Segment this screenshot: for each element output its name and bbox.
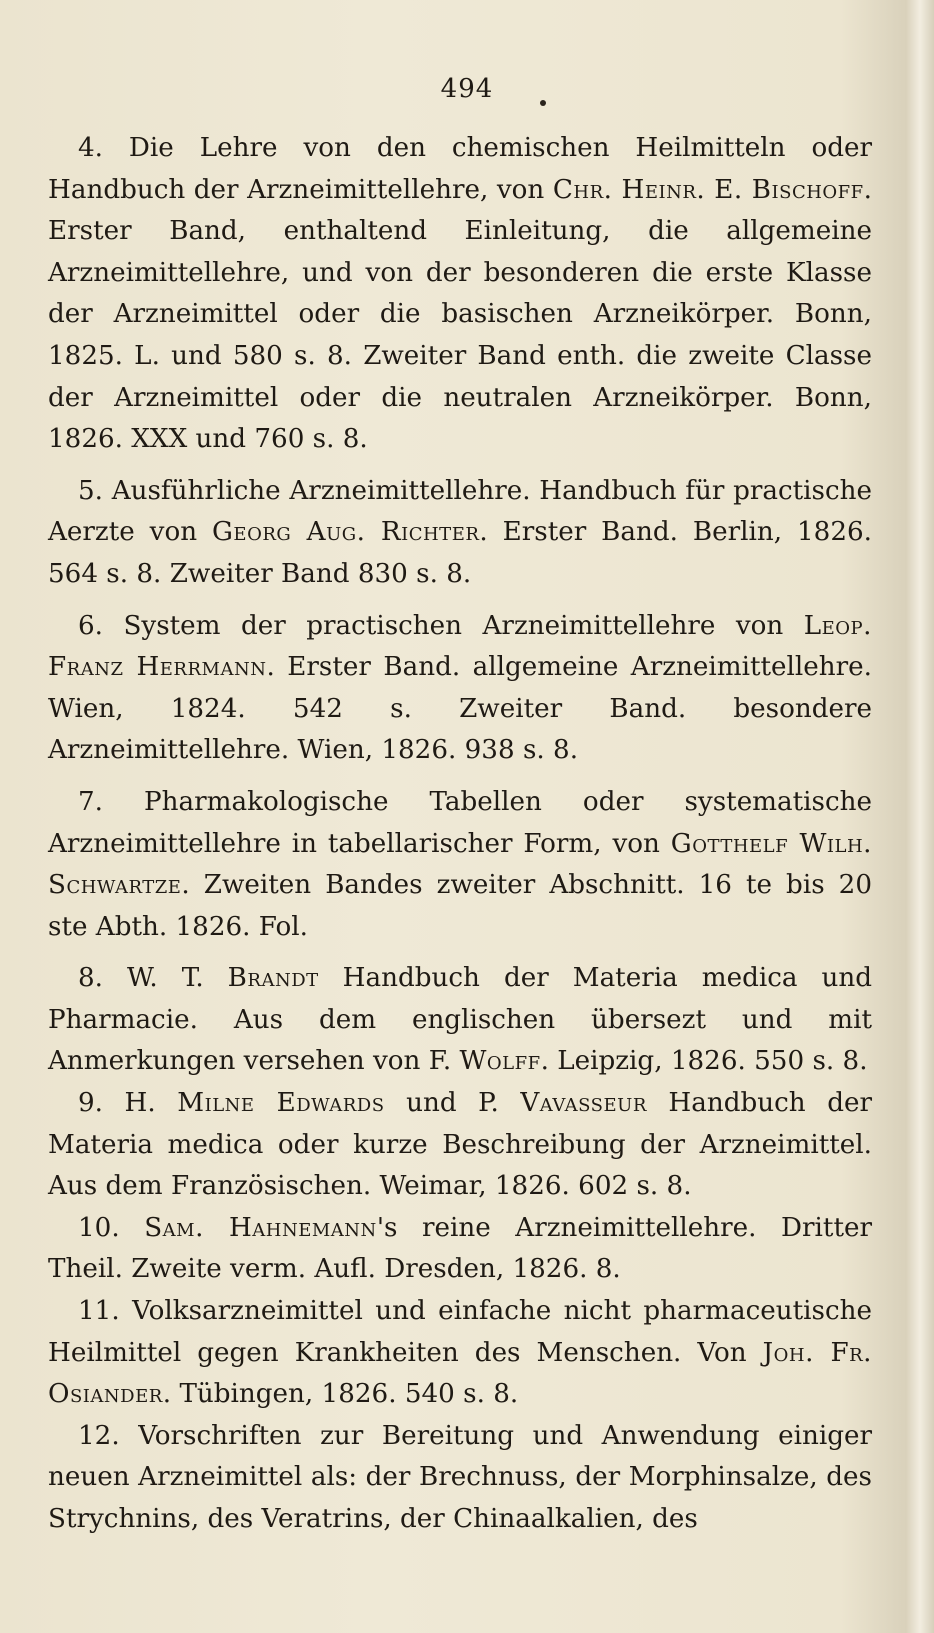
entry-text: . Erster Band. allgemeine Arzneimittellehre. Wien, 1824. 542 s. Zweiter Band. besondere Arzneimittellehre. Wien, 1826. 938 s. 8. <box>48 652 872 766</box>
bibliography-entry-10 <box>48 1208 872 1291</box>
entry-text: und P. <box>384 1088 521 1119</box>
entry-text: 9. H. <box>78 1088 178 1119</box>
bibliography-entry-12 <box>48 1416 872 1541</box>
bibliography-entry-8 <box>48 958 872 1083</box>
entry-text: Handbuch der Materia medica oder kurze Beschreibung der Arzneimittel. Aus dem Französischen. Weimar, 1826. 602 s. 8. <box>48 1088 873 1202</box>
entry-text: 7. Pharmakologische Tabellen oder systematische Arzneimittellehre in tabellarischer Form, von <box>48 786 872 859</box>
page-number: 494 <box>440 74 494 104</box>
author-name: Brandt <box>227 963 319 994</box>
entry-text: . Erster Band, enthaltend Einleitung, die allgemeine Arzneimittellehre, und von der besonderen die erste Klasse der Arzneimittel oder die basischen Arzneikörper. Bonn, 1825. L. und 580 s. 8. Zweiter Band enth. die zweite Classe der Arzneimittel oder die neutralen Arzneikörper. Bonn, 1826. XXX und 760 s. 8. <box>48 174 872 455</box>
author-name: Gotthelf Wilh. Schwartze <box>48 828 872 901</box>
entry-text: 10. <box>78 1212 145 1243</box>
entry-text: 12. Vorschriften zur Bereitung und Anwendung einiger neuen Arzneimittel als: der Brechnuss, der Morphinsalze, des Strychnins, des Veratrins, der Chinaalkalien, des <box>48 1420 872 1534</box>
bibliography-entry-4 <box>48 128 872 461</box>
entry-text: 's reine Arzneimittellehre. Dritter Theil. Zweite verm. Aufl. Dresden, 1826. 8. <box>48 1212 872 1285</box>
bibliography-entry-6 <box>48 606 872 772</box>
bibliography-list <box>48 128 872 1541</box>
author-name: Georg Aug. Richter <box>212 517 480 548</box>
entry-text: Handbuch der Materia medica und Pharmacie. Aus dem englischen übersezt und mit Anmerkungen versehen von F. <box>48 963 873 1077</box>
author-name: Milne Edwards <box>177 1088 385 1119</box>
bibliography-entry-7 <box>48 782 872 948</box>
bibliography-entry-9 <box>48 1083 872 1208</box>
entry-text: 4. Die Lehre von den chemischen Heilmitteln oder Handbuch der Arzneimittellehre, von <box>48 133 872 205</box>
entry-text: . Tübingen, 1826. 540 s. 8. <box>162 1379 519 1410</box>
entry-text: . Erster Band. Berlin, 1826. 564 s. 8. Zweiter Band 830 s. 8. <box>48 517 872 589</box>
ink-dot <box>540 100 546 106</box>
entry-text: 11. Volksarzneimittel und einfache nicht pharmaceutische Heilmittel gegen Krankheiten des Menschen. Von <box>48 1296 872 1368</box>
entry-text: . Leipzig, 1826. 550 s. 8. <box>540 1046 868 1077</box>
author-name: Vavasseur <box>520 1088 647 1119</box>
entry-text: 6. System der practischen Arzneimittellehre von <box>78 610 804 641</box>
bibliography-entry-11 <box>48 1291 872 1416</box>
entry-text: 8. W. T. <box>78 963 228 994</box>
author-name: Chr. Heinr. E. Bischoff <box>552 174 864 205</box>
entry-text: . Zweiten Bandes zweiter Abschnitt. 16 te bis 20 ste Abth. 1826. Fol. <box>48 870 872 942</box>
author-name: Joh. Fr. Osiander <box>48 1337 872 1410</box>
entry-text: 5. Ausführliche Arzneimittellehre. Handbuch für practische Aerzte von <box>48 475 872 548</box>
author-name: Wolff <box>459 1046 541 1077</box>
author-name: Leop. Franz Herrmann <box>48 610 872 683</box>
bibliography-entry-5 <box>48 471 872 596</box>
author-name: Sam. Hahnemann <box>144 1212 377 1243</box>
